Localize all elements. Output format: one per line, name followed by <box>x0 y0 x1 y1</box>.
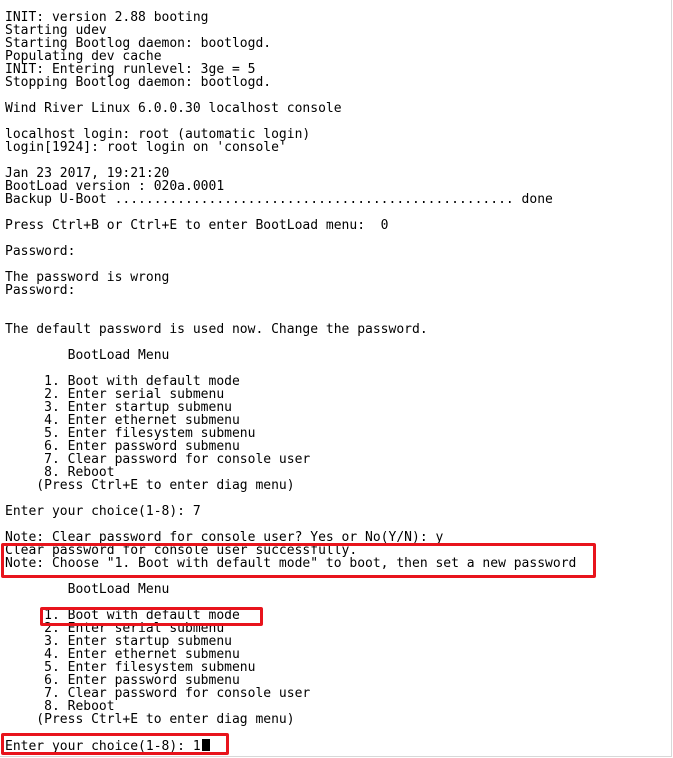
console-line: INIT: version 2.88 booting <box>5 10 209 25</box>
console-line: Enter your choice(1-8): 7 <box>5 504 201 519</box>
console-output <box>5 11 669 752</box>
console-line: Password: <box>5 283 76 298</box>
console-line: Wind River Linux 6.0.0.30 localhost console <box>5 101 342 116</box>
console-line: (Press Ctrl+E to enter diag menu) <box>5 478 295 493</box>
text-cursor <box>202 739 210 751</box>
console-line: Note: Choose "1. Boot with default mode" to boot, then set a new password <box>5 556 577 571</box>
console-line: Note: Clear password for console user? Yes or No(Y/N): y <box>5 530 444 545</box>
console-line: 3. Enter startup submenu <box>5 400 232 415</box>
console-line <box>5 726 669 739</box>
console-line: 7. Clear password for console user <box>5 452 311 467</box>
console-line: BootLoad Menu <box>5 582 170 597</box>
console-line: 6. Enter password submenu <box>5 439 240 454</box>
console-line: Backup U-Boot ................................................... done <box>5 192 553 207</box>
console-line: 3. Enter startup submenu <box>5 634 232 649</box>
console-line: BootLoad Menu <box>5 348 170 363</box>
console-line: 5. Enter filesystem submenu <box>5 426 256 441</box>
console-line <box>5 297 669 310</box>
console-line: 1. Boot with default mode <box>5 374 240 389</box>
console-line: 8. Reboot <box>5 465 115 480</box>
console-line: The password is wrong <box>5 270 170 285</box>
console-line: INIT: Entering runlevel: 3ge = 5 <box>5 62 256 77</box>
console-line: (Press Ctrl+E to enter diag menu) <box>5 712 295 727</box>
console-line: 5. Enter filesystem submenu <box>5 660 256 675</box>
console-line: Press Ctrl+B or Ctrl+E to enter BootLoad menu: 0 <box>5 218 389 233</box>
console-line: 2. Enter serial submenu <box>5 387 225 402</box>
console-line: 7. Clear password for console user <box>5 686 311 701</box>
console-line: Starting Bootlog daemon: bootlogd. <box>5 36 272 51</box>
input-prompt-line[interactable]: Enter your choice(1-8): 1 <box>5 739 669 752</box>
console-line: Populating dev cache <box>5 49 162 64</box>
console-line: 6. Enter password submenu <box>5 673 240 688</box>
console-line: 8. Reboot <box>5 699 115 714</box>
console-line: 4. Enter ethernet submenu <box>5 647 240 662</box>
console-line: Starting udev <box>5 23 107 38</box>
console-line: localhost login: root (automatic login) <box>5 127 311 142</box>
console-line: The default password is used now. Change the password. <box>5 322 428 337</box>
console-line: 4. Enter ethernet submenu <box>5 413 240 428</box>
console-line: Jan 23 2017, 19:21:20 <box>5 166 170 181</box>
console-line: 2. Enter serial submenu <box>5 621 225 636</box>
console-line: BootLoad version : 020a.0001 <box>5 179 225 194</box>
console-line: Stopping Bootlog daemon: bootlogd. <box>5 75 272 90</box>
console-line: login[1924]: root login on 'console' <box>5 140 287 155</box>
console-line <box>5 232 669 245</box>
console-line: Password: <box>5 244 76 259</box>
console-line: 1. Boot with default mode <box>5 608 240 623</box>
console-line: Clear password for console user successfully. <box>5 543 358 558</box>
